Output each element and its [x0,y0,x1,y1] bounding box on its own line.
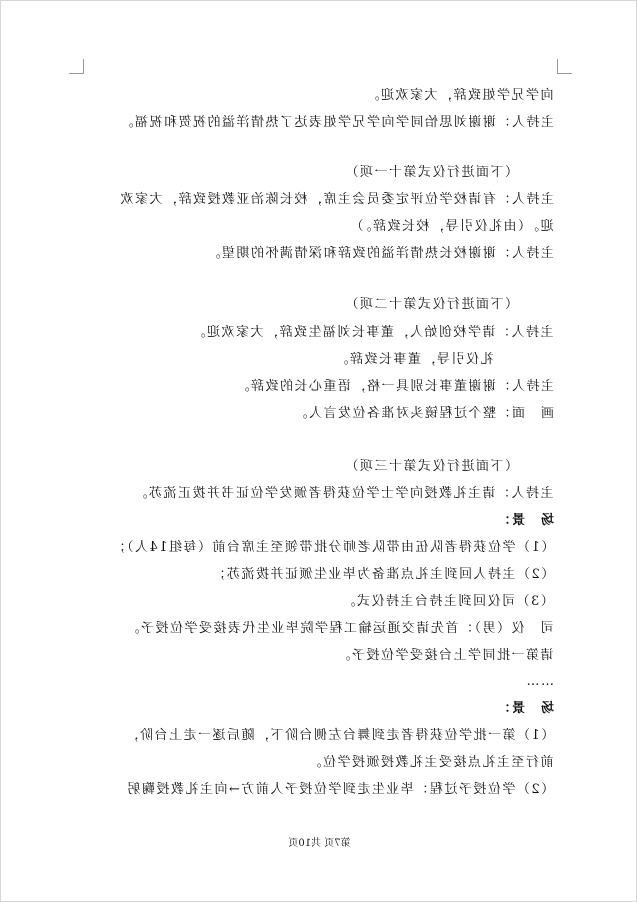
text-line: 主持人：谢谢校长热情洋溢的致辞和深情满怀的期望。 [205,246,554,261]
text-line: 主持人：请学校创始人，董事长刘福生致辞，大家欢迎。 [191,325,554,340]
text-line: 向学兄学姐致辞，大家欢迎。 [365,88,554,103]
text-line: （1）学位获得者队伍由带队老师分批带领至主席台前（每组14人）； [110,540,554,555]
text-line: 前行至主礼点接受主礼教授颁授学位。 [307,755,554,770]
text-line: 礼仪引导，董事长致辞。 [334,352,494,367]
section-heading: （下面进行仪式第十二项） [343,297,518,312]
scene-heading: 场 景： [495,701,554,716]
section-heading: （下面进行仪式第十三项） [343,459,518,474]
page-footer: 第7页 共10页 [288,838,351,849]
text-line: 主持人：谢谢刘思怡同学向学兄学姐表达了热情洋溢的祝贺和祝福。 [118,115,554,130]
text-line: （1）第一批学位获得者走到舞台左侧台阶下，随后逐一走上台阶， [123,728,554,743]
text-line: 请第一批同学上台接受学位授予。 [336,648,554,663]
text-line: 画 面：整个过程镜头对准各位发言人。 [292,406,554,421]
text-line: 主持人：有请校学位评定委员会主席，校长陈治亚教授致辞，大家欢 [118,192,554,207]
ellipsis: …… [525,674,554,689]
text-line: （3）司仪回到主持台主持仪式。 [341,594,554,609]
section-heading: （下面进行仪式第十一项） [343,165,518,180]
text-line: 主持人：谢谢董事长别具一格，语重心长的致辞。 [234,379,554,394]
text-line: （2）主持人回到主礼点准备为毕业生颁证并拨流苏； [210,567,554,582]
crop-mark-top-left [69,59,84,74]
text-line: 主持人：请主礼教授向学士学位获得者颁发学位证书并拨正流苏。 [133,486,554,501]
scene-heading: 场 景： [495,513,554,528]
text-line: （2）学位授予过程：毕业生走到学位授予人前方→向主礼教授鞠躬 [125,782,554,797]
text-line: 司 仪（男）：首先请交通运输工程学院毕业生代表接受学位授予。 [125,621,554,636]
text-line: 迎。（由礼仪引导，校长致辞。） [349,219,554,234]
crop-mark-top-right [557,59,572,74]
